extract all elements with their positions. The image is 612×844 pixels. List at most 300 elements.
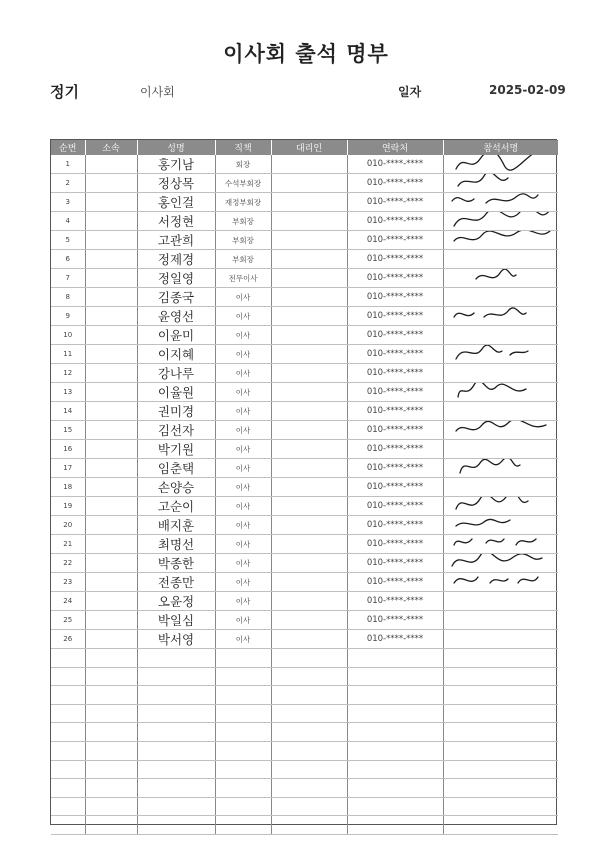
- phone-cell: 010-****-****: [347, 326, 443, 345]
- signature-cell: [443, 345, 558, 364]
- phone-cell: 010-****-****: [347, 459, 443, 478]
- meeting-date: 2025-02-09: [489, 83, 566, 97]
- empty-row: [51, 816, 558, 835]
- signature-stroke: [456, 421, 546, 432]
- name-cell: 박종한: [137, 554, 215, 573]
- proxy-cell: [271, 535, 347, 554]
- signature-stroke: [456, 155, 542, 170]
- table-row: [51, 250, 558, 269]
- proxy-cell: [271, 250, 347, 269]
- proxy-cell: [271, 611, 347, 630]
- empty-cell: [443, 779, 558, 798]
- signature-cell: [443, 231, 558, 250]
- affiliation-cell: [85, 174, 137, 193]
- empty-cell: [215, 704, 271, 723]
- roster-table: [51, 140, 558, 835]
- table-row: [51, 497, 558, 516]
- signature-cell: [443, 288, 558, 307]
- position-cell: 이사: [215, 630, 271, 649]
- name-cell: 정상목: [137, 174, 215, 193]
- table-row: [51, 231, 558, 250]
- table-row: [51, 516, 558, 535]
- empty-cell: [347, 741, 443, 760]
- empty-cell: [347, 723, 443, 742]
- phone-cell: 010-****-****: [347, 478, 443, 497]
- handwritten-signature: [446, 421, 556, 440]
- row-number: 22: [51, 554, 85, 573]
- phone-cell: 010-****-****: [347, 421, 443, 440]
- signature-cell: [443, 592, 558, 611]
- empty-cell: [443, 723, 558, 742]
- position-cell: 재정부회장: [215, 193, 271, 212]
- proxy-cell: [271, 478, 347, 497]
- empty-cell: [137, 797, 215, 816]
- signature-stroke: [454, 231, 550, 242]
- table-row: [51, 288, 558, 307]
- row-number: 15: [51, 421, 85, 440]
- empty-row: [51, 779, 558, 798]
- handwritten-signature: [446, 269, 556, 288]
- empty-row: [51, 760, 558, 779]
- header-affiliation: 소속: [85, 140, 137, 155]
- table-row: [51, 383, 558, 402]
- name-cell: 오윤정: [137, 592, 215, 611]
- empty-cell: [443, 760, 558, 779]
- position-cell: 부회장: [215, 231, 271, 250]
- empty-cell: [51, 704, 85, 723]
- empty-row: [51, 667, 558, 686]
- empty-cell: [51, 667, 85, 686]
- affiliation-cell: [85, 535, 137, 554]
- affiliation-cell: [85, 478, 137, 497]
- row-number: 9: [51, 307, 85, 326]
- proxy-cell: [271, 345, 347, 364]
- handwritten-signature: [446, 174, 556, 193]
- affiliation-cell: [85, 345, 137, 364]
- proxy-cell: [271, 516, 347, 535]
- position-cell: 이사: [215, 573, 271, 592]
- name-cell: 권미경: [137, 402, 215, 421]
- proxy-cell: [271, 231, 347, 250]
- empty-cell: [443, 649, 558, 668]
- row-number: 26: [51, 630, 85, 649]
- signature-cell: [443, 212, 558, 231]
- table-row: [51, 174, 558, 193]
- phone-cell: 010-****-****: [347, 250, 443, 269]
- affiliation-cell: [85, 554, 137, 573]
- empty-cell: [85, 760, 137, 779]
- signature-stroke: [454, 577, 538, 583]
- affiliation-cell: [85, 231, 137, 250]
- proxy-cell: [271, 554, 347, 573]
- phone-cell: 010-****-****: [347, 535, 443, 554]
- empty-cell: [215, 779, 271, 798]
- empty-row: [51, 797, 558, 816]
- position-cell: 이사: [215, 611, 271, 630]
- proxy-cell: [271, 307, 347, 326]
- header-signature: 참석서명: [443, 140, 558, 155]
- signature-stroke: [456, 519, 510, 526]
- table-row: [51, 421, 558, 440]
- phone-cell: 010-****-****: [347, 592, 443, 611]
- empty-row: [51, 723, 558, 742]
- name-cell: 강나루: [137, 364, 215, 383]
- name-cell: 김선자: [137, 421, 215, 440]
- empty-cell: [137, 686, 215, 705]
- phone-cell: 010-****-****: [347, 288, 443, 307]
- row-number: 21: [51, 535, 85, 554]
- empty-cell: [271, 797, 347, 816]
- page-title: 이사회 출석 명부: [223, 42, 389, 66]
- empty-cell: [271, 723, 347, 742]
- handwritten-signature: [446, 155, 556, 174]
- affiliation-cell: [85, 516, 137, 535]
- affiliation-cell: [85, 326, 137, 345]
- empty-row: [51, 686, 558, 705]
- row-number: 12: [51, 364, 85, 383]
- row-number: 20: [51, 516, 85, 535]
- name-cell: 박기원: [137, 440, 215, 459]
- signature-stroke: [452, 554, 542, 567]
- signature-stroke: [456, 497, 528, 510]
- handwritten-signature: [446, 554, 556, 573]
- name-cell: 고관희: [137, 231, 215, 250]
- name-cell: 홍기남: [137, 155, 215, 174]
- empty-cell: [215, 816, 271, 835]
- empty-cell: [51, 797, 85, 816]
- position-cell: 이사: [215, 326, 271, 345]
- position-cell: 이사: [215, 459, 271, 478]
- table-row: [51, 554, 558, 573]
- empty-cell: [85, 723, 137, 742]
- proxy-cell: [271, 459, 347, 478]
- row-number: 23: [51, 573, 85, 592]
- affiliation-cell: [85, 364, 137, 383]
- signature-cell: [443, 516, 558, 535]
- row-number: 10: [51, 326, 85, 345]
- row-number: 7: [51, 269, 85, 288]
- handwritten-signature: [446, 573, 556, 592]
- phone-cell: 010-****-****: [347, 383, 443, 402]
- affiliation-cell: [85, 440, 137, 459]
- empty-cell: [85, 816, 137, 835]
- organization-name: 이사회: [140, 85, 175, 99]
- name-cell: 정제경: [137, 250, 215, 269]
- position-cell: 부회장: [215, 212, 271, 231]
- row-number: 5: [51, 231, 85, 250]
- table-row: [51, 212, 558, 231]
- empty-cell: [271, 741, 347, 760]
- empty-cell: [51, 760, 85, 779]
- empty-cell: [347, 704, 443, 723]
- empty-cell: [51, 741, 85, 760]
- signature-cell: [443, 193, 558, 212]
- signature-cell: [443, 174, 558, 193]
- signature-cell: [443, 554, 558, 573]
- table-row: [51, 440, 558, 459]
- empty-cell: [137, 760, 215, 779]
- table-row: [51, 459, 558, 478]
- empty-cell: [137, 667, 215, 686]
- position-cell: 이사: [215, 402, 271, 421]
- position-cell: 이사: [215, 383, 271, 402]
- attendance-table: [50, 139, 557, 825]
- signature-cell: [443, 364, 558, 383]
- affiliation-cell: [85, 193, 137, 212]
- empty-cell: [271, 686, 347, 705]
- empty-cell: [215, 797, 271, 816]
- table-row: [51, 592, 558, 611]
- position-cell: 이사: [215, 535, 271, 554]
- affiliation-cell: [85, 421, 137, 440]
- empty-cell: [443, 797, 558, 816]
- signature-cell: [443, 402, 558, 421]
- empty-cell: [85, 779, 137, 798]
- empty-cell: [51, 649, 85, 668]
- empty-cell: [347, 649, 443, 668]
- empty-cell: [85, 667, 137, 686]
- phone-cell: 010-****-****: [347, 364, 443, 383]
- table-row: [51, 345, 558, 364]
- phone-cell: 010-****-****: [347, 516, 443, 535]
- table-row: [51, 573, 558, 592]
- handwritten-signature: [446, 212, 556, 231]
- signature-cell: [443, 440, 558, 459]
- empty-cell: [271, 667, 347, 686]
- proxy-cell: [271, 269, 347, 288]
- row-number: 25: [51, 611, 85, 630]
- empty-cell: [85, 797, 137, 816]
- signature-stroke: [454, 308, 526, 317]
- header-position: 직책: [215, 140, 271, 155]
- affiliation-cell: [85, 573, 137, 592]
- row-number: 8: [51, 288, 85, 307]
- empty-cell: [271, 649, 347, 668]
- name-cell: 임춘택: [137, 459, 215, 478]
- phone-cell: 010-****-****: [347, 402, 443, 421]
- phone-cell: 010-****-****: [347, 212, 443, 231]
- proxy-cell: [271, 383, 347, 402]
- phone-cell: 010-****-****: [347, 497, 443, 516]
- phone-cell: 010-****-****: [347, 307, 443, 326]
- empty-cell: [443, 741, 558, 760]
- position-cell: 이사: [215, 592, 271, 611]
- name-cell: 서정현: [137, 212, 215, 231]
- empty-cell: [137, 649, 215, 668]
- empty-cell: [85, 649, 137, 668]
- affiliation-cell: [85, 459, 137, 478]
- signature-cell: [443, 630, 558, 649]
- position-cell: 이사: [215, 345, 271, 364]
- empty-cell: [215, 741, 271, 760]
- proxy-cell: [271, 592, 347, 611]
- signature-cell: [443, 326, 558, 345]
- affiliation-cell: [85, 269, 137, 288]
- position-cell: 이사: [215, 478, 271, 497]
- empty-cell: [215, 760, 271, 779]
- phone-cell: 010-****-****: [347, 174, 443, 193]
- table-row: [51, 364, 558, 383]
- name-cell: 손양승: [137, 478, 215, 497]
- handwritten-signature: [446, 231, 556, 250]
- name-cell: 정일영: [137, 269, 215, 288]
- row-number: 14: [51, 402, 85, 421]
- empty-cell: [85, 686, 137, 705]
- handwritten-signature: [446, 459, 556, 478]
- empty-cell: [51, 686, 85, 705]
- affiliation-cell: [85, 592, 137, 611]
- table-row: [51, 155, 558, 174]
- affiliation-cell: [85, 402, 137, 421]
- signature-cell: [443, 459, 558, 478]
- position-cell: 이사: [215, 554, 271, 573]
- proxy-cell: [271, 155, 347, 174]
- phone-cell: 010-****-****: [347, 155, 443, 174]
- empty-cell: [137, 723, 215, 742]
- signature-cell: [443, 497, 558, 516]
- empty-cell: [215, 667, 271, 686]
- phone-cell: 010-****-****: [347, 269, 443, 288]
- empty-cell: [347, 667, 443, 686]
- name-cell: 박일심: [137, 611, 215, 630]
- signature-stroke: [476, 269, 516, 279]
- phone-cell: 010-****-****: [347, 193, 443, 212]
- affiliation-cell: [85, 307, 137, 326]
- empty-cell: [347, 686, 443, 705]
- signature-cell: [443, 155, 558, 174]
- handwritten-signature: [446, 535, 556, 554]
- position-cell: 이사: [215, 440, 271, 459]
- meeting-type: 정기: [50, 83, 79, 101]
- phone-cell: 010-****-****: [347, 573, 443, 592]
- empty-cell: [215, 649, 271, 668]
- table-row: [51, 478, 558, 497]
- affiliation-cell: [85, 497, 137, 516]
- name-cell: 이윤미: [137, 326, 215, 345]
- table-row: [51, 630, 558, 649]
- position-cell: 부회장: [215, 250, 271, 269]
- phone-cell: 010-****-****: [347, 611, 443, 630]
- handwritten-signature: [446, 383, 556, 402]
- handwritten-signature: [446, 307, 556, 326]
- table-row: [51, 611, 558, 630]
- proxy-cell: [271, 421, 347, 440]
- affiliation-cell: [85, 611, 137, 630]
- phone-cell: 010-****-****: [347, 554, 443, 573]
- table-row: [51, 402, 558, 421]
- proxy-cell: [271, 288, 347, 307]
- signature-cell: [443, 535, 558, 554]
- empty-cell: [347, 816, 443, 835]
- roster-body: [51, 155, 558, 834]
- empty-cell: [215, 686, 271, 705]
- position-cell: 이사: [215, 307, 271, 326]
- empty-cell: [137, 816, 215, 835]
- header-row: [51, 140, 558, 155]
- signature-cell: [443, 611, 558, 630]
- signature-cell: [443, 421, 558, 440]
- row-number: 16: [51, 440, 85, 459]
- proxy-cell: [271, 193, 347, 212]
- empty-cell: [137, 704, 215, 723]
- header-name: 성명: [137, 140, 215, 155]
- position-cell: 이사: [215, 516, 271, 535]
- affiliation-cell: [85, 630, 137, 649]
- empty-cell: [347, 760, 443, 779]
- name-cell: 전종만: [137, 573, 215, 592]
- position-cell: 이사: [215, 497, 271, 516]
- empty-cell: [443, 667, 558, 686]
- proxy-cell: [271, 364, 347, 383]
- name-cell: 이율원: [137, 383, 215, 402]
- header-phone: 연락처: [347, 140, 443, 155]
- name-cell: 박서영: [137, 630, 215, 649]
- position-cell: 이사: [215, 364, 271, 383]
- empty-cell: [271, 704, 347, 723]
- empty-cell: [443, 686, 558, 705]
- row-number: 2: [51, 174, 85, 193]
- header-no: 순번: [51, 140, 85, 155]
- empty-cell: [215, 723, 271, 742]
- name-cell: 이지혜: [137, 345, 215, 364]
- row-number: 19: [51, 497, 85, 516]
- signature-stroke: [458, 383, 526, 398]
- name-cell: 배지훈: [137, 516, 215, 535]
- empty-row: [51, 649, 558, 668]
- row-number: 18: [51, 478, 85, 497]
- empty-cell: [85, 741, 137, 760]
- name-cell: 고순이: [137, 497, 215, 516]
- row-number: 3: [51, 193, 85, 212]
- proxy-cell: [271, 326, 347, 345]
- phone-cell: 010-****-****: [347, 440, 443, 459]
- position-cell: 이사: [215, 421, 271, 440]
- row-number: 17: [51, 459, 85, 478]
- phone-cell: 010-****-****: [347, 231, 443, 250]
- table-row: [51, 193, 558, 212]
- signature-stroke: [454, 212, 550, 227]
- empty-cell: [137, 741, 215, 760]
- signature-cell: [443, 269, 558, 288]
- empty-cell: [271, 779, 347, 798]
- signature-cell: [443, 573, 558, 592]
- affiliation-cell: [85, 250, 137, 269]
- phone-cell: 010-****-****: [347, 345, 443, 364]
- empty-cell: [51, 816, 85, 835]
- proxy-cell: [271, 440, 347, 459]
- table-row: [51, 307, 558, 326]
- phone-cell: 010-****-****: [347, 630, 443, 649]
- affiliation-cell: [85, 288, 137, 307]
- name-cell: 윤영선: [137, 307, 215, 326]
- signature-stroke: [456, 345, 528, 359]
- signature-stroke: [454, 539, 536, 545]
- handwritten-signature: [446, 497, 556, 516]
- name-cell: 최명선: [137, 535, 215, 554]
- position-cell: 수석부회장: [215, 174, 271, 193]
- handwritten-signature: [446, 345, 556, 364]
- empty-cell: [271, 760, 347, 779]
- header-proxy: 대리인: [271, 140, 347, 155]
- proxy-cell: [271, 174, 347, 193]
- affiliation-cell: [85, 155, 137, 174]
- handwritten-signature: [446, 516, 556, 535]
- empty-cell: [51, 779, 85, 798]
- row-number: 1: [51, 155, 85, 174]
- signature-stroke: [458, 174, 508, 187]
- position-cell: 전무이사: [215, 269, 271, 288]
- proxy-cell: [271, 630, 347, 649]
